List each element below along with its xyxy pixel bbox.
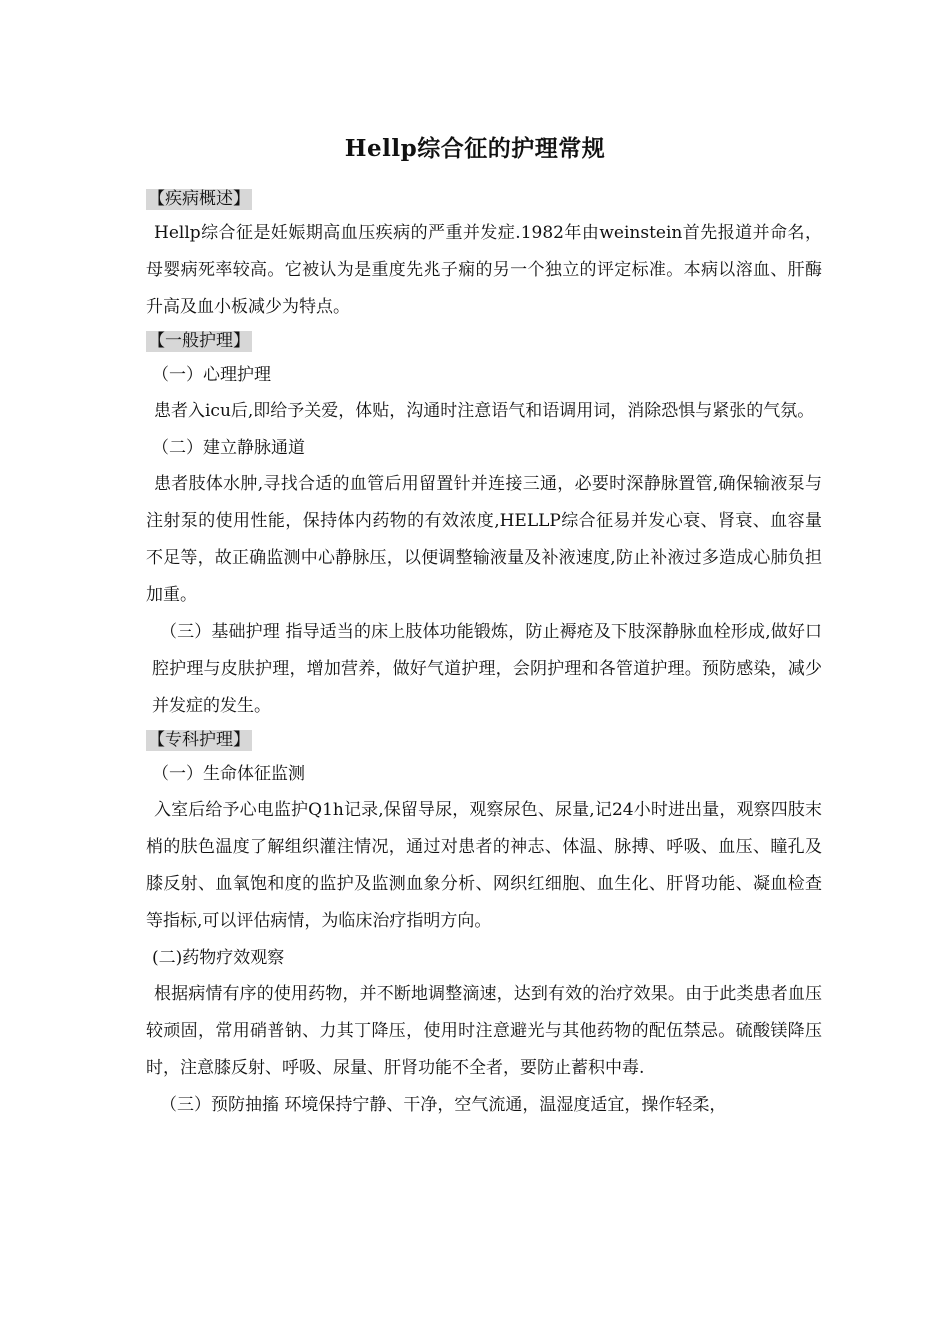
document-title: Hellp综合征的护理常规 [344, 135, 606, 162]
document-body [146, 184, 822, 1124]
subheading-vital-signs: （一）生命体征监测 [152, 764, 305, 784]
psychological-care-paragraph: 患者入icu后,即给予关爱，体贴，沟通时注意语气和语调用词，消除恐惧与紧张的气氛。 [154, 401, 815, 421]
basic-care-paragraph: （三）基础护理 指导适当的床上肢体功能锻炼，防止褥疮及下肢深静脉血栓形成,做好口腔护理与皮肤护理，增加营养，做好气道护理，会阴护理和各管道护理。预防感染，减少并发症的发生。 [152, 622, 822, 716]
subheading-drug-efficacy: (二)药物疗效观察 [152, 948, 285, 968]
venous-access-paragraph: 患者肢体水肿,寻找合适的血管后用留置针并连接三通，必要时深静脉置管,确保输液泵与注射泵的使用性能，保持体内药物的有效浓度,HELLP综合征易并发心衰、肾衰、血容量不足等，故正确监测中心静脉压，以便调整输液量及补液速度,防止补液过多造成心肺负担加重。 [146, 474, 822, 605]
vital-signs-paragraph: 入室后给予心电监护Q1h记录,保留导尿，观察尿色、尿量,记24小时进出量，观察四肢末梢的肤色温度了解组织灌注情况，通过对患者的神志、体温、脉搏、呼吸、血压、瞳孔及膝反射、血氧饱和度的监护及监测血象分析、网织红细胞、血生化、肝肾功能、凝血检查等指标,可以评估病情，为临床治疗指明方向。 [146, 800, 822, 931]
seizure-prevention-paragraph: （三）预防抽搐 环境保持宁静、干净，空气流通，温湿度适宜，操作轻柔， [160, 1095, 727, 1115]
subheading-psychological-care: （一）心理护理 [152, 365, 271, 385]
section-heading-specialty: 【专科护理】 [148, 730, 250, 750]
subheading-venous-access: （二）建立静脉通道 [152, 438, 305, 458]
section-heading-general: 【一般护理】 [148, 331, 250, 351]
section-heading-overview: 【疾病概述】 [148, 189, 250, 209]
overview-paragraph: Hellp综合征是妊娠期高血压疾病的严重并发症.1982年由weinstein首先报道并命名，母婴病死率较高。它被认为是重度先兆子痫的另一个独立的评定标准。本病以溶血、肝酶升高及血小板减少为特点。 [146, 223, 822, 317]
drug-efficacy-paragraph: 根据病情有序的使用药物，并不断地调整滴速，达到有效的治疗效果。由于此类患者血压较顽固，常用硝普钠、力其丁降压，使用时注意避光与其他药物的配伍禁忌。硫酸镁降压时，注意膝反射、呼吸、尿量、肝肾功能不全者，要防止蓄积中毒. [146, 984, 822, 1078]
